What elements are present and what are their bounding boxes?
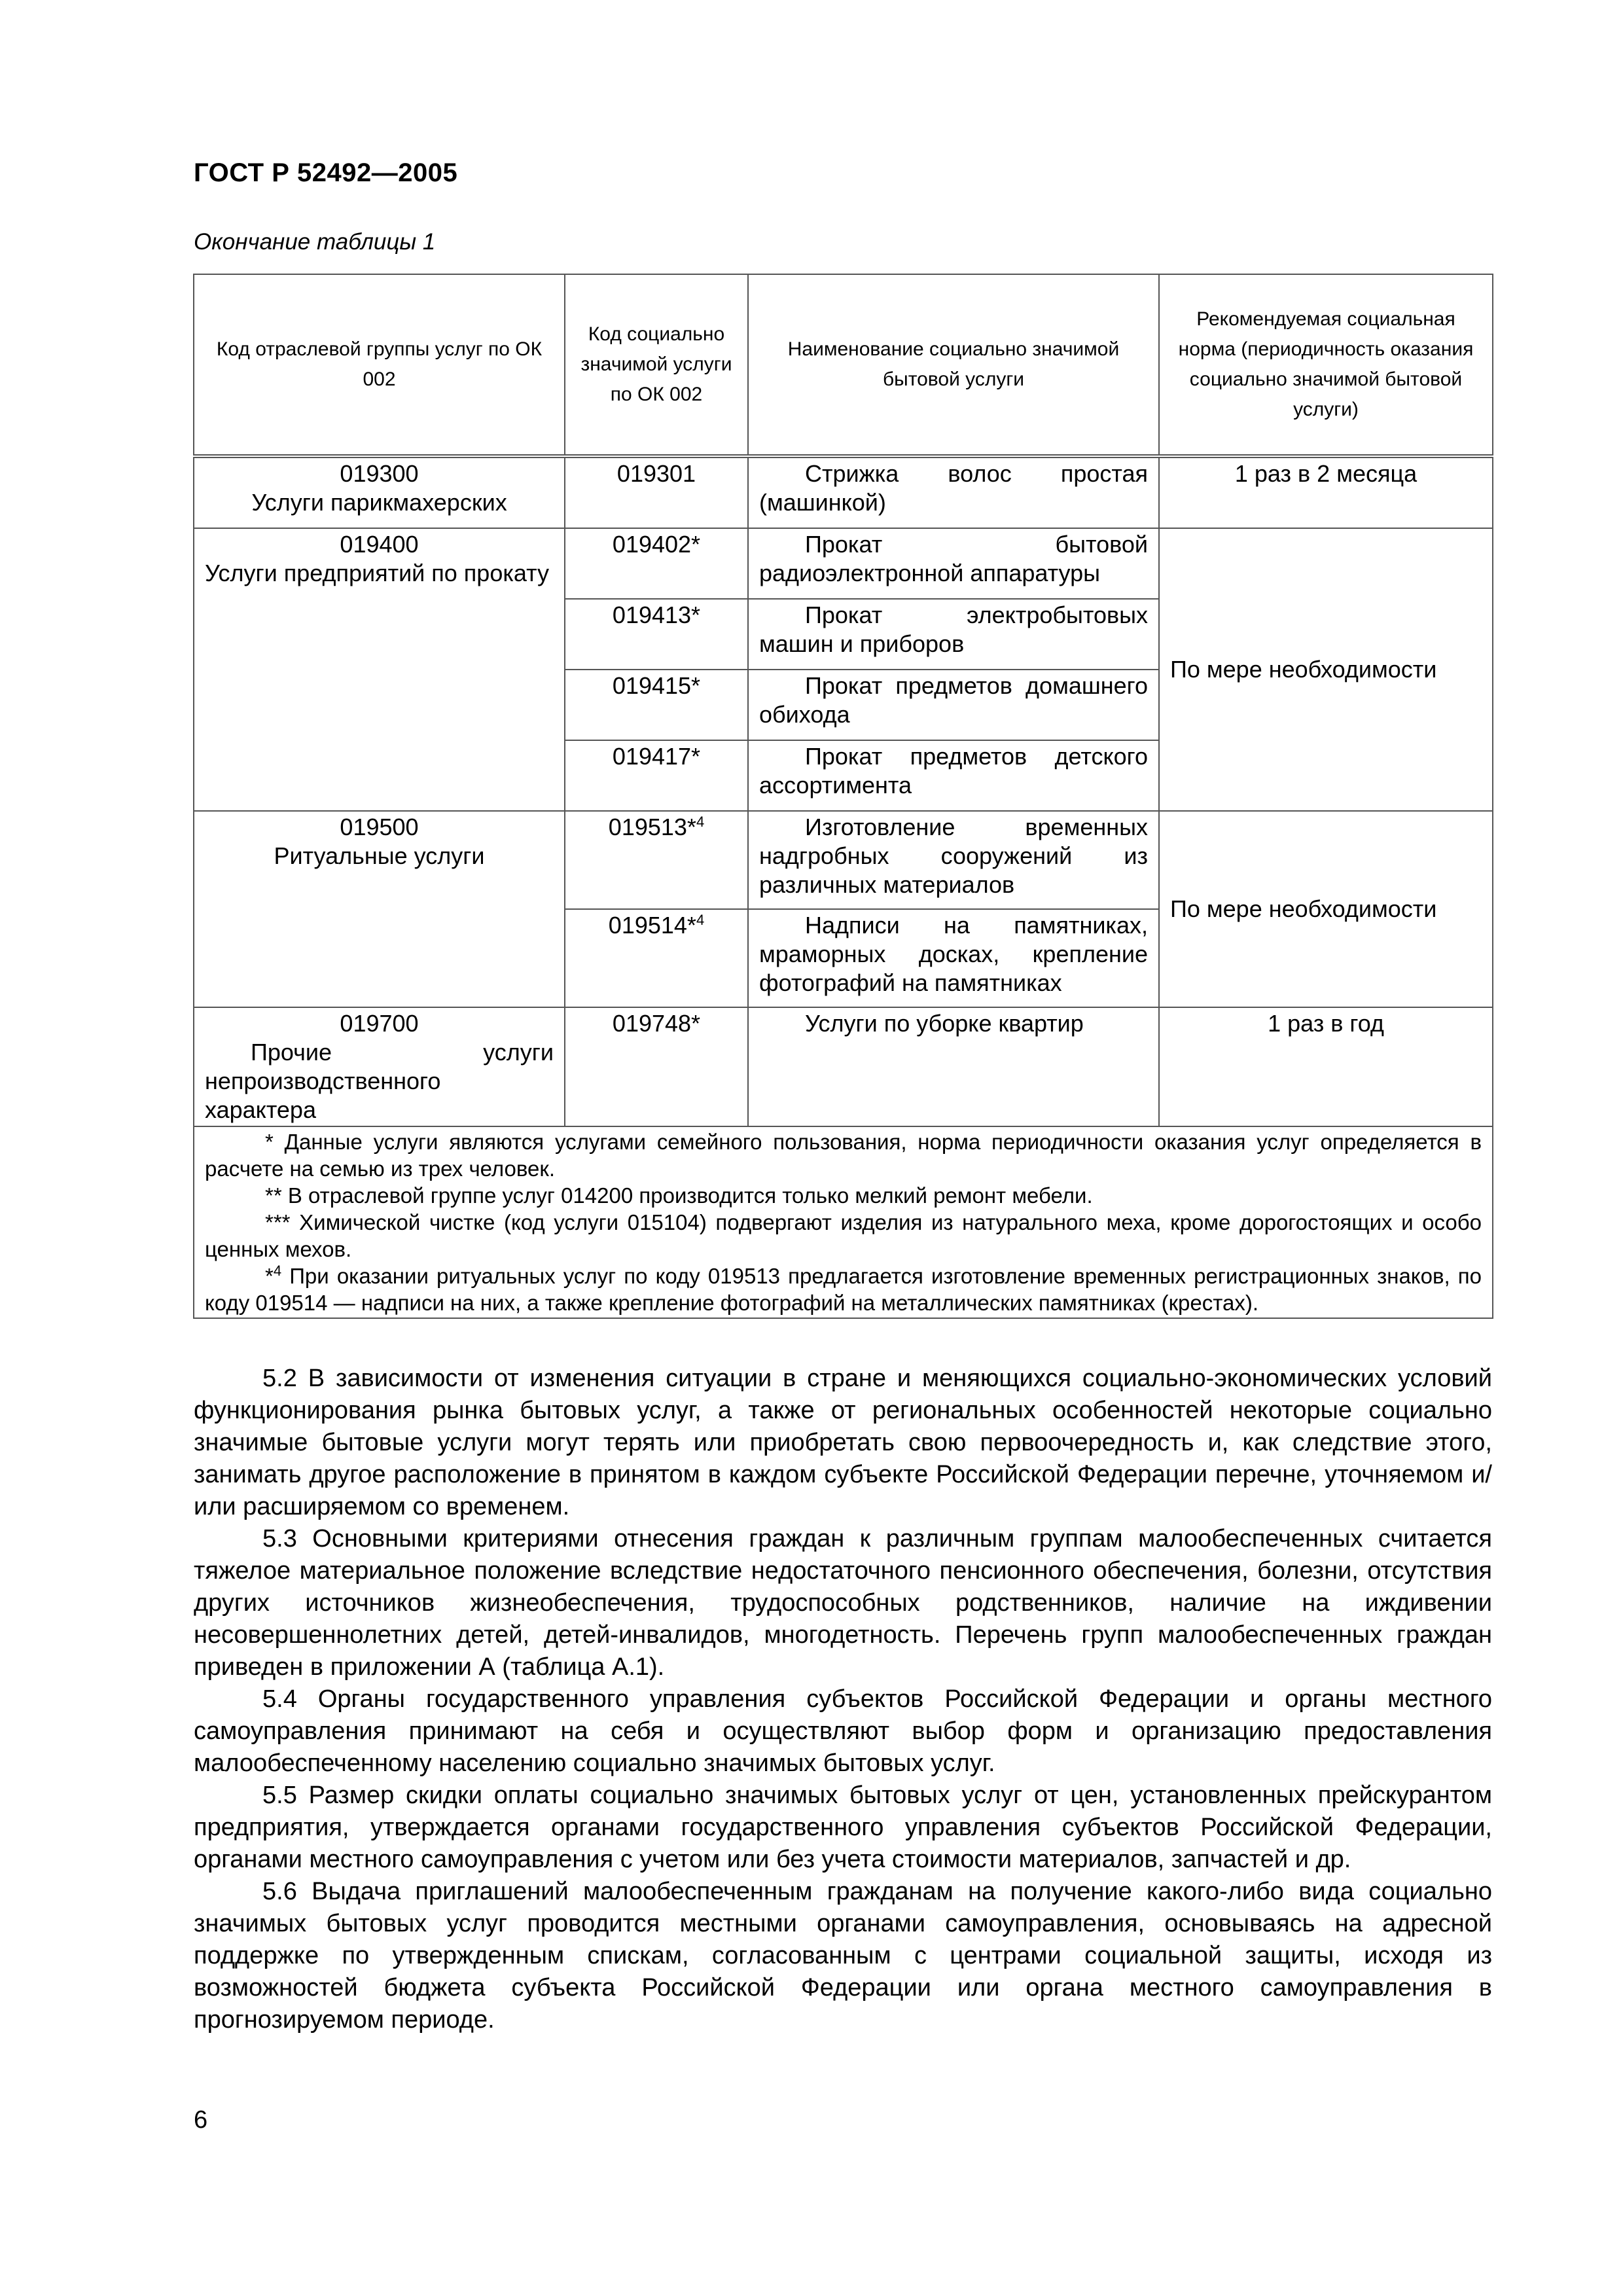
group-code: 019500 [340,814,419,840]
table-row [194,456,1493,528]
services-table [193,274,1493,1319]
service-code-cell [565,811,748,909]
footnote-marker: 4 [696,912,705,928]
service-name: Прокат бытовой радиоэлектронной аппаратуры [748,528,1159,599]
table-row [194,811,1493,909]
table-row [194,1007,1493,1126]
header-service-code: Код социально значимой услуги по ОК 002 [565,274,748,456]
footnote-marker: 4 [696,814,705,830]
group-code: 019300 [340,460,419,487]
group-name: Услуги предприятий по прокату [205,560,550,586]
group-cell [194,456,565,528]
service-code: 019415* [565,670,748,740]
table-caption: Окончание таблицы 1 [194,229,436,255]
service-code: 019301 [565,456,748,528]
note-text: Данные услуги являются услугами семейного пользования, норма периодичности оказания услуг определяется в расчете на семью из трех человек. [205,1130,1482,1181]
group-code: 019400 [340,531,419,558]
page-number: 6 [194,2106,208,2134]
group-cell [194,811,565,1007]
service-norm: 1 раз в 2 месяца [1159,456,1493,528]
header-social-norm: Рекомендуемая социальная норма (периодичность оказания социально значимой бытовой услуги) [1159,274,1493,456]
document-header: ГОСТ Р 52492—2005 [194,158,458,187]
table-row [194,528,1493,599]
service-norm: 1 раз в год [1159,1007,1493,1126]
group-name: Услуги парикмахерских [251,489,507,516]
service-code: 019513* [608,814,696,840]
service-code: 019748* [565,1007,748,1126]
note-sup: 4 [273,1263,282,1279]
service-name: Изготовление временных надгробных сооружений из различных материалов [748,811,1159,909]
body-text [194,1363,1492,2036]
note-mark: *** [265,1210,291,1234]
note-text: Химической чистке (код услуги 015104) подвергают изделия из натурального меха, кроме дорогостоящих и особо ценных мехов. [205,1210,1482,1261]
service-code: 019402* [565,528,748,599]
service-code: 019413* [565,599,748,670]
group-code: 019700 [340,1010,419,1037]
service-code-cell [565,909,748,1007]
table-notes [194,1126,1493,1318]
note-item [205,1263,1482,1316]
table-header-row [194,274,1493,456]
service-code: 019514* [608,912,696,939]
header-service-name: Наименование социально значимой бытовой услуги [748,274,1159,456]
note-text: В отраслевой группе услуг 014200 производится только мелкий ремонт мебели. [287,1183,1093,1208]
group-cell [194,1007,565,1126]
notes-row [194,1126,1493,1318]
paragraph-5-6: 5.6 Выдача приглашений малообеспеченным гражданам на получение какого-либо вида социально значимых бытовых услуг проводится местными органами самоуправления, основываясь на адресной поддержке по утвержденным спискам, согласованным с центрами социальной защиты, исходя из возможностей бюджета субъекта Российской Федерации или органа местного самоуправления в прогнозируемом периоде. [194,1878,1492,2034]
paragraph-5-4: 5.4 Органы государственного управления субъектов Российской Федерации и органы местного самоуправления принимают на себя и осуществляют выбор форм и организацию предоставления малообеспеченному населению социально значимых бытовых услуг. [194,1685,1492,1777]
service-name: Прокат предметов домашнего обихода [748,670,1159,740]
service-norm: По мере необходимости [1159,528,1493,811]
service-code: 019417* [565,740,748,811]
service-name: Надписи на памятниках, мраморных досках, крепление фотографий на памятниках [748,909,1159,1007]
service-name: Стрижка волос простая (машинкой) [748,456,1159,528]
paragraph-5-2: 5.2 В зависимости от изменения ситуации в стране и меняющихся социально-экономических условий функционирования рынка бытовых услуг, а также от региональных особенностей некоторые социально значимые бытовые услуги могут терять или приобретать свою первоочередность и, как следствие этого, занимать другое расположение в принятом в каждом субъекте Российской Федерации перечне, уточняемом и/или расширяемом со временем. [194,1365,1492,1520]
note-item [205,1209,1482,1263]
note-mark: ** [265,1183,282,1208]
service-name: Прокат предметов детского ассортимента [748,740,1159,811]
service-norm: По мере необходимости [1159,811,1493,1007]
paragraph-5-5: 5.5 Размер скидки оплаты социально значимых бытовых услуг от цен, установленных прейскурантом предприятия, утверждается органами государственного управления субъектов Российской Федерации, органами местного самоуправления с учетом или без учета стоимости материалов, запчастей и др. [194,1782,1492,1873]
service-name: Прокат электробытовых машин и приборов [748,599,1159,670]
note-text: При оказании ритуальных услуг по коду 019513 предлагается изготовление временных регистрационных знаков, по коду 019514 — надписи на них, а также крепление фотографий на металлических памятниках (крестах). [205,1264,1482,1315]
group-cell [194,528,565,811]
note-mark: * [265,1130,274,1154]
note-item [205,1182,1482,1209]
group-name: Прочие услуги непроизводственного характера [205,1039,554,1123]
paragraph-5-3: 5.3 Основными критериями отнесения граждан к различным группам малообеспеченных считается тяжелое материальное положение вследствие недостаточного пенсионного обеспечения, болезни, отсутствия других источников жизнеобеспечения, трудоспособных родственников, наличие на иждивении несовершеннолетних детей, детей-инвалидов, многодетность. Перечень групп малообеспеченных граждан приведен в приложении А (таблица А.1). [194,1525,1492,1681]
note-item [205,1128,1482,1182]
group-name: Ритуальные услуги [274,842,485,869]
service-name: Услуги по уборке квартир [748,1007,1159,1126]
header-group-code: Код отраслевой группы услуг по ОК 002 [194,274,565,456]
note-mark: * [265,1264,274,1288]
